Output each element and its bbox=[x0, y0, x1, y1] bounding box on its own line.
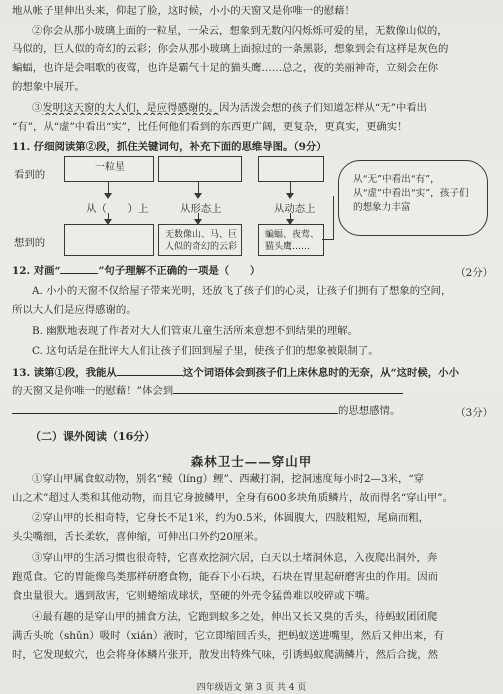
connector-line bbox=[333, 196, 334, 240]
text-line: 马似的，巨人似的奇幻的云彩；你会从那小玻璃上面掠过的一条黑影，想象到会有这样是灰色的 bbox=[12, 43, 449, 55]
article-title: 森林卫士——穿山甲 bbox=[190, 454, 313, 469]
article-line: 食虫量很大。遇到敌害，它则蜷缩成球状，坚硬的外壳令猛兽难以咬碎或下嘴。 bbox=[12, 590, 376, 602]
section-heading: （二）课外阅读（16分） bbox=[30, 430, 156, 443]
arrow-down-icon bbox=[198, 181, 199, 197]
article-line: ①穿山甲属食蚁动物，别名“鲮（líng）鲤”、西藏打洞，挖洞速度每小时2—3米，“穿 bbox=[32, 473, 425, 485]
option-c: C. 这句话是在批评大人们让孩子们回到屋子里，使孩子们的想象被限制了。 bbox=[32, 345, 379, 357]
article-line: 头尖嘴细，舌长柔软，喜伸缩，可伸出口外约20厘米。 bbox=[12, 531, 265, 543]
mindmap-box-star: 一粒星 bbox=[64, 156, 154, 182]
option-a: A. 小小的天窗不仅给屋子带来光明，还放飞了孩子们的心灵，让孩子们拥有了想象的空间， bbox=[32, 285, 452, 297]
text-line: 的想象中展开。 bbox=[12, 81, 85, 93]
question-12: 12. 对画“ ”句子理解不正确的一项是（ ） bbox=[12, 265, 261, 277]
article-line: ③穿山甲的生活习惯也很奇特，它喜欢挖洞穴居，白天以土堵洞休息，入夜爬出洞外，奔 bbox=[32, 552, 438, 564]
option-a-cont: 所以大人们是应得感谢的。 bbox=[12, 304, 137, 316]
mindmap-box-clouds: 无数像山、马、巨人似的奇幻的云彩 bbox=[158, 224, 242, 256]
text-line: ②你会从那小玻璃上面的一粒星，一朵云，想象到无数闪闪烁烁可爱的星，无数像山似的， bbox=[32, 25, 448, 37]
score-label: （3分） bbox=[455, 407, 493, 419]
mindmap-answer-box-imagined[interactable] bbox=[64, 224, 154, 256]
arrow-down-icon bbox=[198, 213, 199, 223]
question-11: 11. 仔细阅读第②段，抓住关键词句，补充下面的思维导图。（9分） bbox=[12, 141, 327, 153]
mindmap-answer-box-shape[interactable] bbox=[158, 156, 242, 182]
arrow-down-icon bbox=[290, 181, 291, 197]
article-line: 山之术”超过人类和其他动物，而且它身披鳞甲，全身有600多块角质鳞片，故而得名“穿山甲”。 bbox=[12, 492, 453, 504]
paragraph-number: ③ bbox=[32, 102, 43, 114]
article-line: ②穿山甲的长相奇特，它身长不足1米，约为0.5米，体圆腹大，四肢粗短，尾扁而粗， bbox=[32, 512, 430, 524]
text-line: 蝙蝠，也许是会唱歌的夜莺，也许是霸气十足的猫头鹰……总之，夜的美丽神奇，立刻会在你 bbox=[12, 62, 439, 74]
question-13: 13. 读第①段，我能从 这个词语体会到孩子们上床休息时的无奈，从“这时候，小小 bbox=[12, 367, 459, 379]
arrow-down-icon bbox=[108, 181, 109, 197]
article-line: 满舌头吮（shǔn）吸时（xián）液时，它立即缩回舌头，把蚂蚁送进嘴里，然后又伸出来，有 bbox=[12, 630, 444, 642]
article-line: ④最有趣的是穿山甲的捕食方法，它跑到蚁多之处，伸出又长又臭的舌头，待蚂蚁团团爬 bbox=[32, 611, 438, 623]
question-13-line2: 的天窗又是你唯一的慰藉！”体会到 bbox=[12, 384, 493, 398]
mindmap-box-creatures: 蝙蝠、夜莺、猫头鹰…… bbox=[258, 224, 324, 256]
label-from-blank: 从（ ）上 bbox=[86, 203, 149, 215]
mindmap-answer-box-motion[interactable] bbox=[258, 156, 324, 182]
text-segment: 因为活泼会想的孩子们知道怎样从“无”中看出 bbox=[219, 102, 428, 114]
page-footer: 四年级语文 第 3 页 共 4 页 bbox=[196, 683, 307, 693]
arrow-down-icon bbox=[290, 213, 291, 223]
thought-bubble: 从“无”中看出“有”，从“虚”中看出“实”，孩子们的想象力丰富 bbox=[338, 160, 488, 236]
row-label-seen: 看到的 bbox=[14, 169, 46, 181]
text-line: 地从帐子里伸出头来，仰起了脸，这时候，小小的天窗又是你唯一的慰藉！ bbox=[12, 5, 355, 17]
score-label: （2分） bbox=[455, 267, 493, 279]
underlined-sentence: 发明这天窗的大人们，是应得感谢的。 bbox=[42, 102, 220, 114]
label-from-motion: 从动态上 bbox=[274, 203, 316, 215]
underline-blank bbox=[60, 273, 98, 274]
option-b: B. 幽默地表现了作者对大人们管束儿童生活所来意想不到结果的理解。 bbox=[32, 325, 358, 337]
row-label-imagined: 想到的 bbox=[14, 237, 46, 249]
paragraph-3-line bbox=[12, 101, 493, 115]
answer-blank-word[interactable] bbox=[117, 375, 183, 376]
article-line: 时，它发现蚁穴，也会将身体鳞片张开，散发出特殊气味，引诱蚂蚁爬满鳞片，然后合拢，然 bbox=[12, 649, 439, 661]
text-line: “有”，从“虚”中看出“实”，比任何他们看到的东西更广阔，更复杂，更真实，更确实！ bbox=[12, 121, 408, 133]
question-13-line3: 的思想感情。 bbox=[12, 404, 493, 418]
arrow-down-icon bbox=[108, 213, 109, 223]
label-from-shape: 从形态上 bbox=[180, 203, 222, 215]
answer-blank-feeling-cont[interactable] bbox=[12, 413, 338, 414]
answer-blank-feeling[interactable] bbox=[173, 393, 403, 394]
article-line: 跑觅食。它的胃能像鸟类那样研磨食物，能吞下小石块，石块在胃里起研磨害虫的作用。因而 bbox=[12, 571, 439, 583]
